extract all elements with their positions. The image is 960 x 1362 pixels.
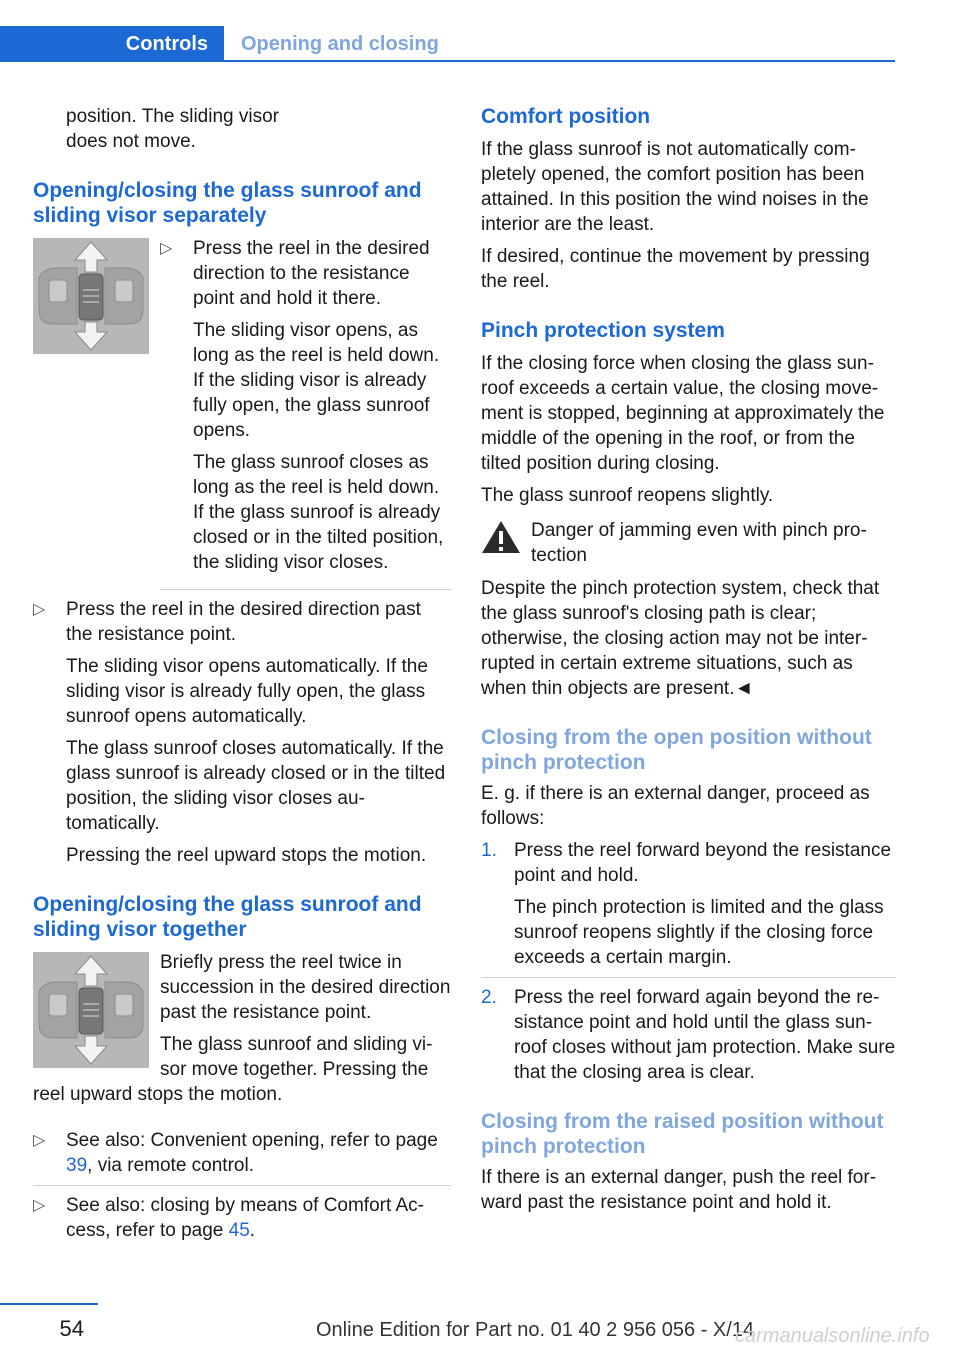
right-column: Comfort position If the glass sunroof is not automatically completely opened, the comfort position has been attained. In this position the wind noises in the interior are the least. If desired, continue the movement by pressing the reel. Pinch protection system If the closing force when closing the glass sunroof exceeds a certain value, the closing movement is stopped, beginning at approximately the middle of the opening in the roof, or from the tilted position during closing. The glass sunroof reopens slightly. Danger of jamming even with pinch protection Despite the pinch protection system, check that the glass sunroof's closing path is clear; otherwise, the closing action may not be interrupted in certain extreme situations, such as when thin objects are present.◄ Closing from the open position without pinch protection E. g. if there is an external danger, proceed as follows: 1. Press the reel forward beyond the resistance point and hold. The pinch protection is limited and the glass sunroof reopens slightly if the closing force exceeds a certain margin. 2. Press the reel forward again beyond the resistance point and hold until the glass sunroof closes without jam protection. Make sure that the closing area is clear. Closing from the raised position without pinch protection If there is an external danger, push the reel forward past the resistance point and hold it. bbox=[481, 105, 896, 1213]
step-item: 1. Press the reel forward beyond the resistance point and hold. The pinch protection is limited and the glass sunroof reopens slightly if the closing force exceeds a certain margin. bbox=[481, 840, 892, 968]
divider bbox=[481, 977, 896, 978]
heading-together: Opening/closing the glass sunroof and sliding visor together bbox=[33, 893, 422, 941]
divider bbox=[160, 589, 451, 590]
warning-triangle-icon bbox=[481, 520, 521, 554]
bullet-item: ▷ Press the reel in the desired direction past the resistance point. The sliding visor opens automatically. If the sliding visor is already fully open, the glass sunroof opens automatically. The glass sunroof closes automatically. If the glass sunroof is already closed or in the tilted position, the sliding visor closes automatically. Pressing the reel upward stops the motion. bbox=[33, 599, 446, 866]
warning-note: Danger of jamming even with pinch protection bbox=[481, 518, 896, 568]
separately-block bbox=[33, 236, 451, 582]
step-number: 2. bbox=[481, 987, 497, 1008]
heading-separately: Opening/closing the glass sunroof and sliding visor separately bbox=[33, 179, 422, 227]
heading-comfort-position: Comfort position bbox=[481, 105, 651, 128]
together-block: Briefly press the reel twice in succession in the desired direction past the resistance point. The glass sunroof and sliding visor move together. Pressing the reel upward stops the motion. bbox=[33, 952, 451, 1105]
bullet-item: ▷ See also: closing by means of Comfort Access, refer to page 45. bbox=[33, 1195, 424, 1241]
edition-text: Online Edition for Part no. 01 40 2 956 056 - X/14 bbox=[316, 1319, 755, 1341]
reel-switch-image bbox=[33, 238, 149, 354]
step-number: 1. bbox=[481, 840, 497, 861]
watermark: carmanualsonline.info bbox=[735, 1325, 930, 1347]
bullet-icon: ▷ bbox=[33, 1197, 46, 1214]
heading-open-position: Closing from the open position without pinch protection bbox=[481, 726, 872, 774]
reel-switch-image bbox=[33, 952, 149, 1068]
page-header bbox=[0, 26, 895, 62]
header-rule bbox=[224, 60, 895, 62]
step-item: 2. Press the reel forward again beyond the resistance point and hold until the glass sunroof closes without jam protection. Make sure that the closing area is clear. bbox=[481, 987, 896, 1083]
bullet-item: ▷ See also: Convenient opening, refer to page 39, via remote control. bbox=[33, 1130, 438, 1176]
page-link-39[interactable]: 39 bbox=[66, 1155, 88, 1176]
footer-rule bbox=[0, 1303, 98, 1305]
heading-raised-position: Closing from the raised position without pinch protection bbox=[481, 1110, 884, 1158]
bullet-icon: ▷ bbox=[160, 240, 173, 257]
section-tab-opening-closing[interactable]: Opening and closing bbox=[241, 32, 439, 55]
section-tab-controls[interactable]: Controls bbox=[0, 26, 224, 62]
bullet-icon: ▷ bbox=[33, 601, 46, 618]
page-link-45[interactable]: 45 bbox=[228, 1220, 250, 1241]
intro-text: position. The sliding visor does not move. bbox=[66, 106, 279, 152]
left-column bbox=[33, 104, 451, 1250]
bullet-item: ▷ Press the reel in the desired direction to the resistance point and hold it there. The sliding visor opens, as long as the reel is held down. If the sliding visor is already fully open, the glass sunroof opens. The glass sunroof closes as long as the reel is held down. If the glass sunroof is already closed or in the tilted position, the sliding visor closes. bbox=[160, 238, 444, 573]
page-number: 54 bbox=[59, 1316, 84, 1341]
divider bbox=[33, 1185, 451, 1186]
bullet-icon: ▷ bbox=[33, 1132, 46, 1149]
heading-pinch-protection: Pinch protection system bbox=[481, 319, 725, 342]
